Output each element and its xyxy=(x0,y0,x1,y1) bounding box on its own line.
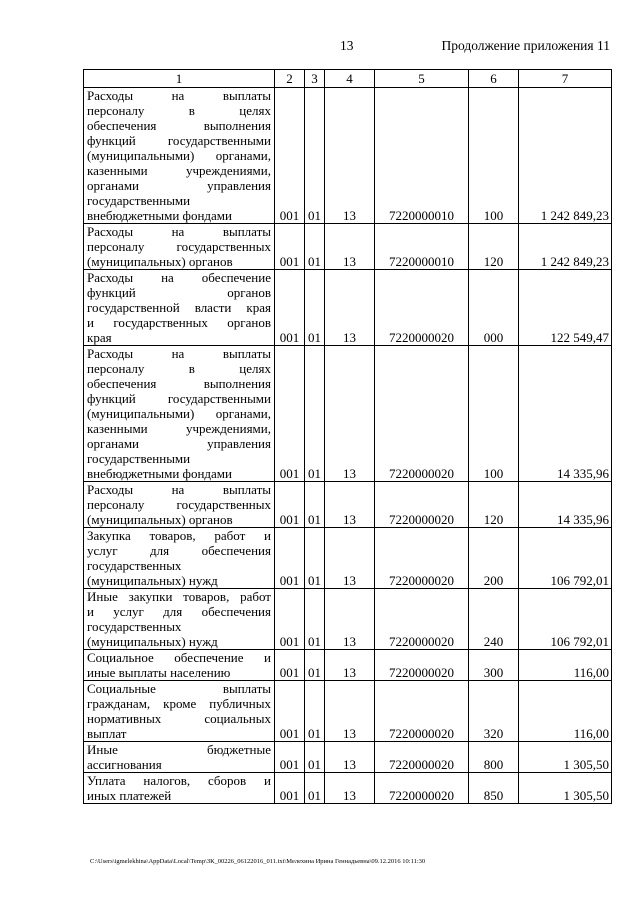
expense-name-line: органами управления xyxy=(87,436,271,451)
subsection-code-cell: 13 xyxy=(325,650,375,681)
expense-name-line: персоналу в целях xyxy=(87,103,271,118)
target-article-cell: 7220000020 xyxy=(375,270,469,346)
expense-name-line: Иные закупки товаров, работ xyxy=(87,589,271,604)
column-number: 6 xyxy=(469,70,519,88)
expense-name-line: казенными учреждениями, xyxy=(87,421,271,436)
expense-name-cell xyxy=(84,224,275,270)
expense-name-line: государственными xyxy=(87,451,191,466)
column-number: 7 xyxy=(519,70,612,88)
table-row xyxy=(84,528,612,589)
ministry-code-cell: 001 xyxy=(275,224,305,270)
expense-name-line: обеспечения выполнения xyxy=(87,118,271,133)
ministry-code-cell: 001 xyxy=(275,650,305,681)
table-row xyxy=(84,482,612,528)
expense-name-line: (муниципальных) органов xyxy=(87,254,233,269)
table-row xyxy=(84,589,612,650)
section-code-cell: 01 xyxy=(305,482,325,528)
expense-name-line: персоналу в целях xyxy=(87,361,271,376)
expense-name-line: казенными учреждениями, xyxy=(87,163,271,178)
expense-name-line: гражданам, кроме публичных xyxy=(87,696,271,711)
target-article-cell: 7220000010 xyxy=(375,88,469,224)
expense-name-cell xyxy=(84,482,275,528)
expense-name-cell xyxy=(84,742,275,773)
expense-name-line: Расходы на выплаты xyxy=(87,224,271,239)
expense-name-line: Расходы на выплаты xyxy=(87,346,271,361)
expense-name-line: иные выплаты населению xyxy=(87,665,231,680)
table-row xyxy=(84,224,612,270)
expense-name-line: государственными xyxy=(87,193,191,208)
table-row xyxy=(84,88,612,224)
expense-name-line: обеспечения выполнения xyxy=(87,376,271,391)
table-row xyxy=(84,270,612,346)
ministry-code-cell: 001 xyxy=(275,742,305,773)
ministry-code-cell: 001 xyxy=(275,589,305,650)
expense-name-line: ассигнования xyxy=(87,757,162,772)
ministry-code-cell: 001 xyxy=(275,270,305,346)
column-number-row xyxy=(84,70,612,88)
expense-name-line: Уплата налогов, сборов и xyxy=(87,773,271,788)
expense-name-line: Расходы на обеспечение xyxy=(87,270,271,285)
expense-name-line: Социальные выплаты xyxy=(87,681,271,696)
file-path-footer: C:\Users\igmelekhina\AppData\Local\Temp\ЗК_00226_06122016_011.txt\Мелехина Ирина Геннадьевна\09.12.2016 10:11:30 xyxy=(90,858,426,865)
expense-name-line: края xyxy=(87,330,112,345)
expense-name-cell xyxy=(84,773,275,804)
expense-name-line: выплат xyxy=(87,726,127,741)
section-code-cell: 01 xyxy=(305,88,325,224)
expense-name-line: (муниципальных) нужд xyxy=(87,573,218,588)
expense-name-line: (муниципальными) органами, xyxy=(87,148,271,163)
amount-cell: 106 792,01 xyxy=(519,589,612,650)
subsection-code-cell: 13 xyxy=(325,589,375,650)
expense-name-line: (муниципальных) органов xyxy=(87,512,233,527)
expense-type-cell: 320 xyxy=(469,681,519,742)
appendix-continuation-label: Продолжение приложения 11 xyxy=(441,38,610,53)
target-article-cell: 7220000010 xyxy=(375,224,469,270)
ministry-code-cell: 001 xyxy=(275,528,305,589)
section-code-cell: 01 xyxy=(305,528,325,589)
section-code-cell: 01 xyxy=(305,742,325,773)
target-article-cell: 7220000020 xyxy=(375,650,469,681)
expense-type-cell: 200 xyxy=(469,528,519,589)
ministry-code-cell: 001 xyxy=(275,482,305,528)
target-article-cell: 7220000020 xyxy=(375,528,469,589)
expense-name-line: и услуг для обеспечения xyxy=(87,604,271,619)
expense-type-cell: 100 xyxy=(469,88,519,224)
subsection-code-cell: 13 xyxy=(325,88,375,224)
expense-name-cell xyxy=(84,589,275,650)
table-row xyxy=(84,773,612,804)
expense-name-line: иных платежей xyxy=(87,788,172,803)
expense-name-line: функций государственными xyxy=(87,391,271,406)
amount-cell: 14 335,96 xyxy=(519,346,612,482)
subsection-code-cell: 13 xyxy=(325,482,375,528)
amount-cell: 1 242 849,23 xyxy=(519,224,612,270)
subsection-code-cell: 13 xyxy=(325,270,375,346)
subsection-code-cell: 13 xyxy=(325,346,375,482)
expense-type-cell: 800 xyxy=(469,742,519,773)
section-code-cell: 01 xyxy=(305,224,325,270)
section-code-cell: 01 xyxy=(305,270,325,346)
target-article-cell: 7220000020 xyxy=(375,589,469,650)
expense-name-line: Социальное обеспечение и xyxy=(87,650,271,665)
expense-name-line: персоналу государственных xyxy=(87,239,271,254)
target-article-cell: 7220000020 xyxy=(375,742,469,773)
target-article-cell: 7220000020 xyxy=(375,681,469,742)
subsection-code-cell: 13 xyxy=(325,742,375,773)
expense-type-cell: 850 xyxy=(469,773,519,804)
expense-name-line: персоналу государственных xyxy=(87,497,271,512)
expense-name-line: и государственных органов xyxy=(87,315,271,330)
section-code-cell: 01 xyxy=(305,681,325,742)
expense-name-line: (муниципальными) органами, xyxy=(87,406,271,421)
table-row xyxy=(84,346,612,482)
expense-name-line: нормативных социальных xyxy=(87,711,271,726)
target-article-cell: 7220000020 xyxy=(375,346,469,482)
column-number: 5 xyxy=(375,70,469,88)
expense-name-line: Расходы на выплаты xyxy=(87,482,271,497)
subsection-code-cell: 13 xyxy=(325,224,375,270)
section-code-cell: 01 xyxy=(305,589,325,650)
column-number: 3 xyxy=(305,70,325,88)
expense-name-line: внебюджетными фондами xyxy=(87,208,232,223)
column-number: 4 xyxy=(325,70,375,88)
column-number: 2 xyxy=(275,70,305,88)
expense-name-cell xyxy=(84,88,275,224)
section-code-cell: 01 xyxy=(305,650,325,681)
table-row xyxy=(84,650,612,681)
table-row xyxy=(84,681,612,742)
expense-name-line: Закупка товаров, работ и xyxy=(87,528,271,543)
expense-name-line: услуг для обеспечения xyxy=(87,543,271,558)
expense-name-cell xyxy=(84,681,275,742)
ministry-code-cell: 001 xyxy=(275,773,305,804)
expense-type-cell: 000 xyxy=(469,270,519,346)
expense-name-line: Расходы на выплаты xyxy=(87,88,271,103)
amount-cell: 106 792,01 xyxy=(519,528,612,589)
column-number: 1 xyxy=(84,70,275,88)
amount-cell: 1 305,50 xyxy=(519,773,612,804)
expense-name-line: функций органов xyxy=(87,285,271,300)
expense-name-line: Иные бюджетные xyxy=(87,742,271,757)
expense-type-cell: 240 xyxy=(469,589,519,650)
expense-name-line: государственной власти края xyxy=(87,300,271,315)
expense-name-cell xyxy=(84,650,275,681)
amount-cell: 116,00 xyxy=(519,650,612,681)
section-code-cell: 01 xyxy=(305,773,325,804)
ministry-code-cell: 001 xyxy=(275,681,305,742)
section-code-cell: 01 xyxy=(305,346,325,482)
amount-cell: 122 549,47 xyxy=(519,270,612,346)
target-article-cell: 7220000020 xyxy=(375,482,469,528)
amount-cell: 1 242 849,23 xyxy=(519,88,612,224)
expense-name-line: функций государственными xyxy=(87,133,271,148)
expense-type-cell: 100 xyxy=(469,346,519,482)
ministry-code-cell: 001 xyxy=(275,88,305,224)
expense-name-cell xyxy=(84,270,275,346)
expense-name-cell xyxy=(84,346,275,482)
expense-type-cell: 120 xyxy=(469,482,519,528)
expense-name-line: органами управления xyxy=(87,178,271,193)
expense-name-cell xyxy=(84,528,275,589)
expense-name-line: внебюджетными фондами xyxy=(87,466,232,481)
ministry-code-cell: 001 xyxy=(275,346,305,482)
budget-table xyxy=(83,69,612,804)
amount-cell: 116,00 xyxy=(519,681,612,742)
table-row xyxy=(84,742,612,773)
amount-cell: 1 305,50 xyxy=(519,742,612,773)
expense-name-line: (муниципальных) нужд xyxy=(87,634,218,649)
subsection-code-cell: 13 xyxy=(325,681,375,742)
page-number: 13 xyxy=(340,38,354,53)
expense-type-cell: 300 xyxy=(469,650,519,681)
expense-type-cell: 120 xyxy=(469,224,519,270)
subsection-code-cell: 13 xyxy=(325,528,375,589)
target-article-cell: 7220000020 xyxy=(375,773,469,804)
expense-name-line: государственных xyxy=(87,619,182,634)
subsection-code-cell: 13 xyxy=(325,773,375,804)
expense-name-line: государственных xyxy=(87,558,182,573)
amount-cell: 14 335,96 xyxy=(519,482,612,528)
